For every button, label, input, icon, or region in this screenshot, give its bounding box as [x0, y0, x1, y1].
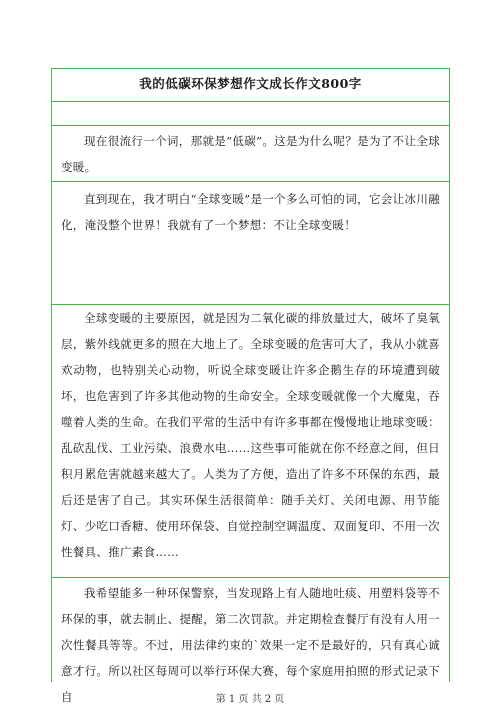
- paragraph-1: 现在很流行一个词，那就是“低碳”。这是为什么呢？是为了不让全球变暖。: [52, 125, 449, 181]
- paragraph-3: 全球变暖的主要原因，就是因为二氧化碳的排放量过大，破坏了臭氧层，紫外线就更多的照在大地上了。全球变暖的危害可大了，我从小就喜欢动物，也特别关心动物，听说全球变暖让许多企鹅生存的环境遭到破坏，也危害到了许多其他动物的生命安全。全球变暖就像一个大魔鬼，吞噬着人类的生命。在我们平常的生活中有许多事都在慢慢地让地球变暖：乱砍乱伐、工业污染、浪费水电……这些事可能就在你不经意之间，但日积月累危害就越来越大了。人类为了方便，造出了许多不环保的东西，最后还是害了自己。其实环保生活很简单：随手关灯、关闭电源、用节能灯、少吃口香糖、使用环保袋、自觉控制空调温度、双面复印、不用一次性餐具、推广素食……: [52, 304, 449, 577]
- page-footer: 第 1 页 共 2 页: [215, 694, 285, 705]
- blank-row: [52, 101, 449, 125]
- paragraph-2: 直到现在，我才明白“全球变暖”是一个多么可怕的词，它会让冰川融化，淹没整个世界！我就有了一个梦想：不让全球变暖！: [52, 181, 449, 304]
- document-title: 我的低碳环保梦想作文成长作文800字: [52, 68, 449, 101]
- paragraph-4: 我希望能多一种环保警察，当发现路上有人随地吐痰、用塑料袋等不环保的事，就去制止、提醒，第二次罚款。并定期检查餐厅有没有人用一次性餐具等等。不过，用法律约束的`效果一定不是最好的，只有真心诚意才行。所以社区每周可以举行环保大赛，每个家庭用拍照的形式记录下自: [52, 577, 449, 682]
